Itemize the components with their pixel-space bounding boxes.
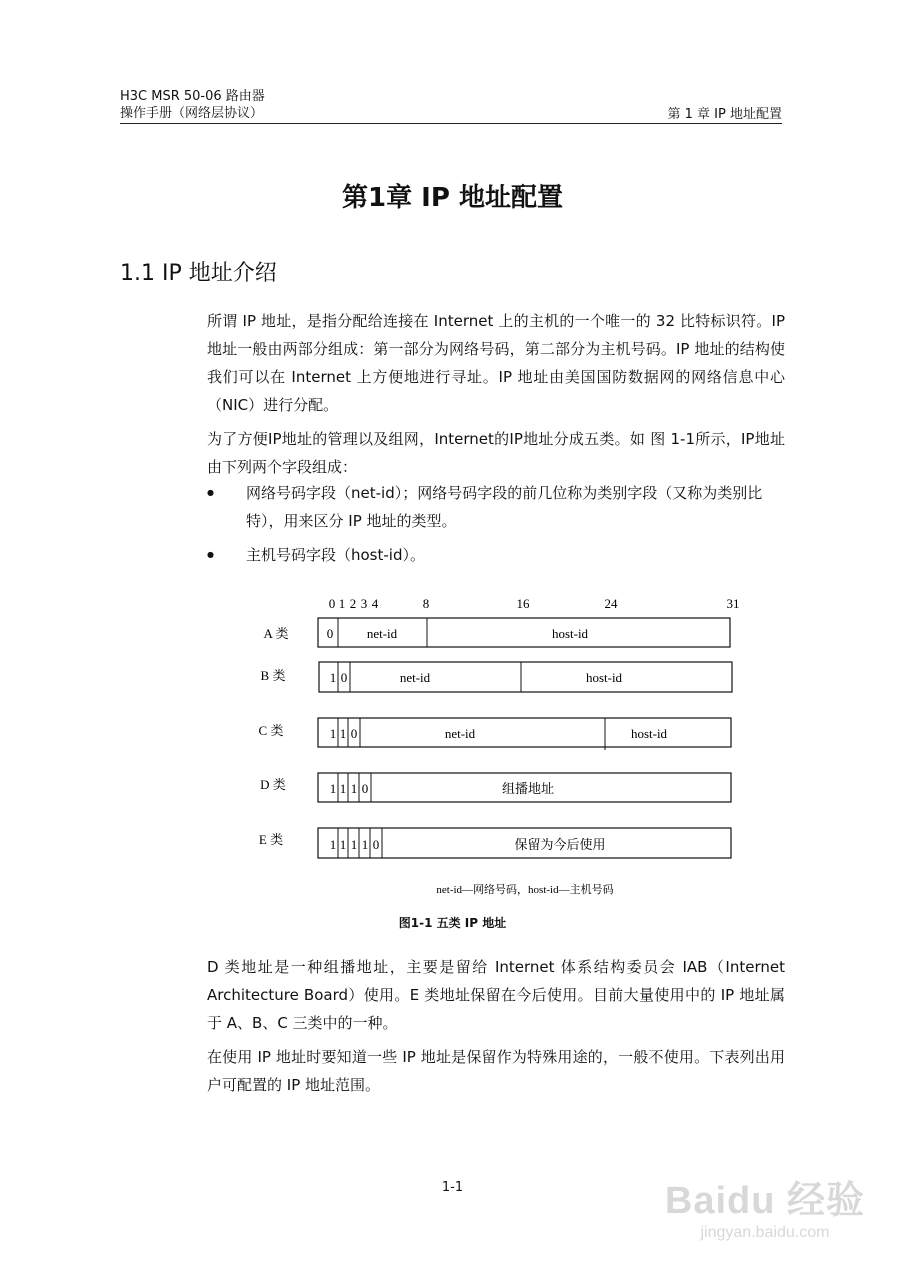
- header-manual: 操作手册（网络层协议）: [120, 106, 264, 121]
- class-bit: 0: [361, 781, 369, 796]
- bit-label: 0: [328, 596, 336, 611]
- class-label: C 类: [258, 723, 284, 738]
- header-left: [120, 88, 265, 122]
- bit-label: 3: [360, 596, 368, 611]
- class-e-row: [318, 828, 731, 858]
- bullet-item: ● 主机号码字段（host-id）。: [207, 541, 785, 569]
- host-id-label: host-id: [551, 626, 589, 641]
- class-bit: 1: [361, 837, 369, 852]
- class-bit: 1: [329, 670, 337, 685]
- paragraph: 所谓 IP 地址，是指分配给连接在 Internet 上的主机的一个唯一的 32 比特标识符。IP 地址一般由两部分组成：第一部分为网络号码，第二部分为主机号码。IP 地址的结构使我们可以在 Internet 上方便地进行寻址。IP 地址由美国国防数据网的网络信息中心（NIC）进行分配。: [207, 312, 785, 414]
- bit-label: 24: [604, 596, 618, 611]
- watermark-logo: Baidu 经验: [664, 1180, 865, 1222]
- bullet-list: [207, 479, 785, 575]
- header-product: H3C MSR 50-06 路由器: [120, 89, 265, 104]
- class-label: A 类: [263, 626, 289, 641]
- figure-caption: 图1-1 五类 IP 地址: [398, 916, 507, 930]
- class-bit: 1: [339, 726, 347, 741]
- class-bit: 1: [329, 837, 337, 852]
- class-a-row: [318, 618, 730, 647]
- host-id-label: host-id: [585, 670, 623, 685]
- section-title: 1.1 IP 地址介绍: [120, 261, 277, 286]
- page-number: 1-1: [441, 1180, 464, 1195]
- class-bit: 0: [326, 626, 334, 641]
- paragraph: 在使用 IP 地址时要知道一些 IP 地址是保留作为特殊用途的，一般不使用。下表列出用户可配置的 IP 地址范围。: [207, 1048, 785, 1094]
- baidu-watermark: [665, 1169, 865, 1242]
- net-id-label: net-id: [399, 670, 431, 685]
- class-label: B 类: [260, 668, 286, 683]
- intro-text: [207, 307, 785, 487]
- class-bit: 0: [372, 837, 380, 852]
- class-bit: 1: [350, 837, 358, 852]
- paragraph: D 类地址是一种组播地址，主要是留给 Internet 体系结构委员会 IAB（Internet Architecture Board）使用。E 类地址保留在今后使用。目前大量使用中的 IP 地址属于 A、B、C 三类中的一种。: [207, 958, 785, 1032]
- class-label: D 类: [260, 777, 286, 792]
- multicast-label: 组播地址: [501, 781, 555, 796]
- bit-label: 16: [516, 596, 530, 611]
- header-divider: [120, 123, 782, 124]
- class-bit: 1: [329, 781, 337, 796]
- class-bit: 1: [329, 726, 337, 741]
- net-id-label: net-id: [444, 726, 476, 741]
- class-label: E 类: [258, 832, 284, 847]
- class-bit: 0: [340, 670, 348, 685]
- bit-label: 2: [349, 596, 357, 611]
- figure-legend: net-id—网络号码，host-id—主机号码: [436, 884, 614, 896]
- bullet-item: ● 网络号码字段（net-id）；网络号码字段的前几位称为类别字段（又称为类别比特），用来区分 IP 地址的类型。: [207, 479, 785, 535]
- paragraph: 为了方便IP地址的管理以及组网，Internet的IP地址分成五类。如 图 1-1所示，IP地址由下列两个字段组成：: [207, 430, 785, 476]
- net-id-label: net-id: [366, 626, 398, 641]
- class-bit: 1: [339, 781, 347, 796]
- reserved-label: 保留为今后使用: [514, 837, 606, 852]
- bit-label: 8: [422, 596, 430, 611]
- field-box: [318, 718, 731, 747]
- watermark-url: jingyan.baidu.com: [700, 1224, 830, 1241]
- class-bit: 0: [350, 726, 358, 741]
- header-chapter: 第 1 章 IP 地址配置: [667, 107, 782, 122]
- class-bit: 1: [350, 781, 358, 796]
- class-d-row: [318, 773, 731, 802]
- bit-label: 4: [371, 596, 379, 611]
- class-bit: 1: [339, 837, 347, 852]
- bit-label: 31: [726, 596, 740, 611]
- chapter-title: 第1章 IP 地址配置: [342, 183, 563, 213]
- field-box: [319, 662, 732, 692]
- host-id-label: host-id: [630, 726, 668, 741]
- class-c-row: [318, 718, 731, 750]
- class-b-row: [319, 662, 732, 692]
- bit-label: 1: [338, 596, 346, 611]
- body-text-lower: [207, 953, 785, 1105]
- ip-class-diagram: [255, 592, 745, 902]
